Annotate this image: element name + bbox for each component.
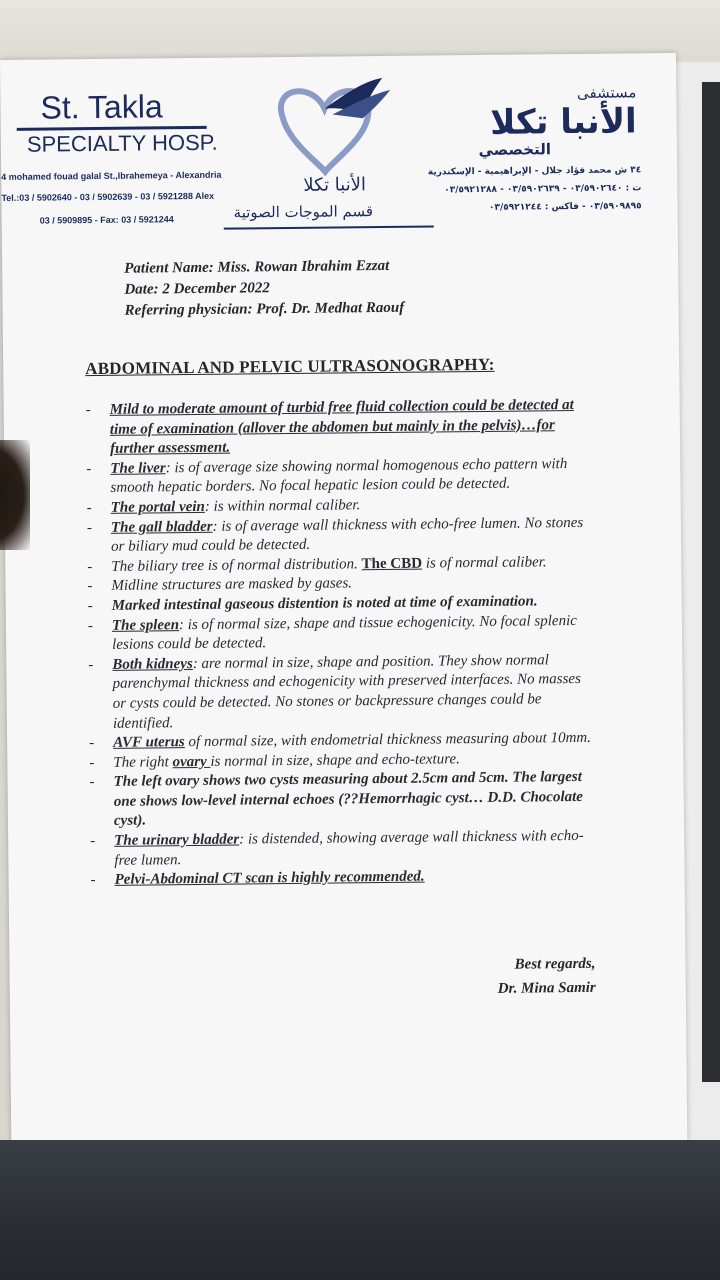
letterhead-english [0, 87, 260, 226]
fax-ar: ٠٣/٥٩٠٩٨٩٥ - فاكس : ٠٣/٥٩٢١٢٤٤ [488, 201, 642, 213]
hospital-label-ar: مستشفى [576, 83, 637, 102]
report-title: ABDOMINAL AND PELVIC ULTRASONOGRAPHY: [85, 354, 495, 379]
hospital-sub-en: SPECIALTY HOSP. [26, 129, 218, 157]
list-item: - The spleen: is of normal size, shape and tissue echogenicity. No focal splenic lesions could be detected. [87, 612, 577, 653]
patient-name: Patient Name: Miss. Rowan Ibrahim Ezzat [124, 257, 390, 277]
tel-ar: ت : ٠٣/٥٩٠٢٦٤٠ - ٠٣/٥٩٠٢٦٣٩ - ٠٣/٥٩٢١٢٨٨ [444, 183, 642, 196]
closing: Best regards, [514, 955, 596, 973]
heart-wing-logo-icon [262, 75, 433, 177]
patient-info [124, 256, 404, 322]
report-date: Date: 2 December 2022 [124, 280, 270, 298]
referring-physician: Referring physician: Prof. Dr. Medhat Raouf [124, 299, 405, 319]
report-page [0, 53, 687, 1150]
findings-list [74, 396, 599, 891]
hospital-name-ar: الأنبا تكلا [489, 101, 637, 143]
department-rule [224, 225, 434, 229]
address-ar: ٣٤ ش محمد فؤاد جلال - الإبراهيمية - الإسكندرية [427, 165, 642, 178]
list-item: - Both kidneys: are normal in size, shape and position. They show normal parenchymal thickness and echogenicity with preserved interfaces. No masses or cysts could be detected. No stones or backpressure changes could be identified. [88, 652, 581, 732]
list-item: - The biliary tree is of normal distribution. The CBD is of normal caliber. [87, 554, 547, 575]
list-item: - Midline structures are masked by gases. [87, 575, 353, 595]
list-item: - AVF uterus of normal size, with endometrial thickness measuring about 10mm. [89, 729, 592, 752]
list-item: - The left ovary shows two cysts measuring about 2.5cm and 5cm. The largest one shows low-level internal echoes (??Hemorrhagic cyst… D.D. Chocolate cyst). [89, 769, 583, 830]
list-item: - The urinary bladder: is distended, showing average wall thickness with echo-free lumen. [90, 827, 584, 869]
thumb-shadow [0, 440, 30, 550]
hospital-logo [233, 75, 434, 227]
signer-name: Dr. Mina Samir [497, 979, 596, 997]
hospital-sub-ar: التخصصي [478, 140, 552, 159]
list-item: - The right ovary is normal in size, shape and echo-texture. [89, 750, 460, 771]
fax-en: 03 / 5909895 - Fax: 03 / 5921244 [39, 214, 174, 226]
list-item: - Marked intestinal gaseous distention is noted at time of examination. [87, 593, 538, 615]
address-en: 4 mohamed fouad galal St.,Ibrahemeya - Alexandria [1, 169, 222, 182]
list-item: - Mild to moderate amount of turbid free fluid collection could be detected at time of examination (allover the abdomen but mainly in the pelvis)…for further assessment. [85, 397, 574, 458]
department-ar: قسم الموجات الصوتية [233, 202, 374, 222]
logo-text-ar: الأنبا تكلا [303, 174, 367, 196]
tel-en: Tel.:03 / 5902640 - 03 / 5902639 - 03 / 5921288 Alex [1, 190, 215, 203]
list-item: - The liver: is of average size showing normal homogenous echo pattern with smooth hepatic borders. No focal hepatic lesion could be detected. [86, 455, 568, 497]
letterhead-arabic [420, 73, 670, 213]
list-item: - The portal vein: is within normal caliber. [86, 497, 361, 517]
background-table [0, 1140, 720, 1280]
adjacent-page-shadow [702, 82, 720, 1082]
list-item: - The gall bladder: is of average wall thickness with echo-free lumen. No stones or biliary mud could be detected. [86, 514, 584, 556]
hospital-name-en: St. Takla [40, 88, 163, 126]
list-item: - Pelvi-Abdominal CT scan is highly recommended. [90, 868, 425, 889]
signature-block [497, 952, 595, 1001]
